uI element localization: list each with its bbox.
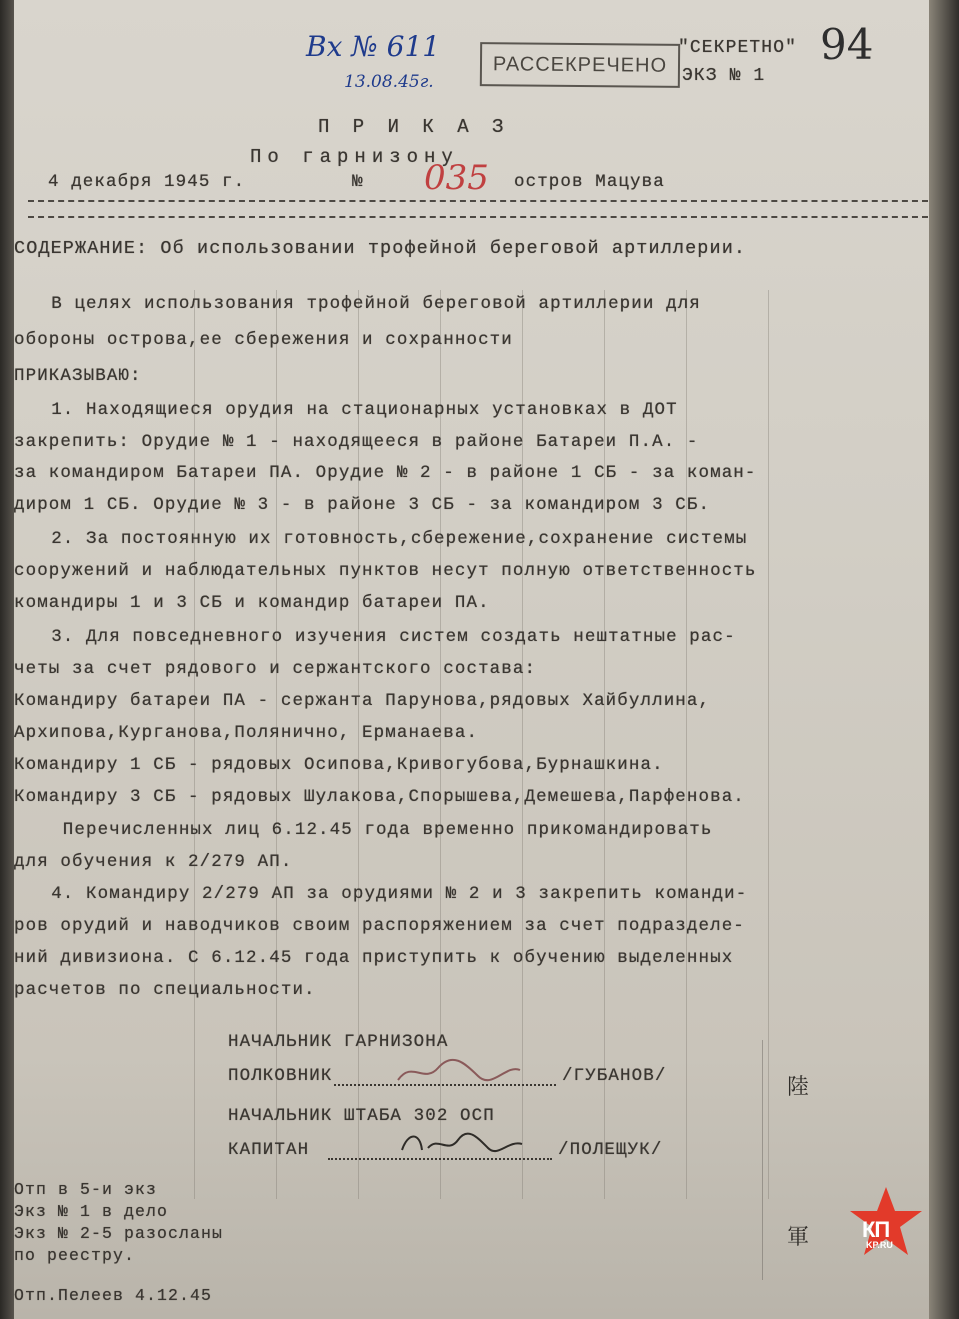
declassified-stamp: РАССЕКРЕЧЕНО bbox=[480, 42, 680, 88]
document-subtitle: По гарнизону bbox=[250, 146, 459, 168]
body-line: Перечисленных лиц 6.12.45 года временно прикомандировать bbox=[28, 820, 713, 840]
body-line: четы за счет рядового и сержантского состава: bbox=[14, 659, 537, 679]
body-line: 1. Находящиеся орудия на стационарных установках в ДОТ bbox=[28, 400, 678, 420]
kp-logo-site: KP.RU bbox=[866, 1240, 893, 1250]
paper-ruling bbox=[358, 290, 359, 1199]
margin-stamp-box bbox=[762, 1040, 835, 1280]
body-line: 2. За постоянную их готовность,сбережение,сохранение системы bbox=[28, 529, 748, 549]
body-line: Командиру батареи ПА - сержанта Парунова,рядовых Хайбуллина, bbox=[14, 691, 711, 711]
signature-name-2: /ПОЛЕЩУК/ bbox=[558, 1140, 663, 1160]
body-line: 3. Для повседневного изучения систем создать нештатные рас- bbox=[28, 627, 736, 647]
signature-scribble-1 bbox=[394, 1056, 524, 1086]
signature-rank-2: КАПИТАН bbox=[228, 1140, 310, 1160]
body-line: В целях использования трофейной береговой артиллерии для bbox=[28, 294, 701, 314]
body-line: для обучения к 2/279 АП. bbox=[14, 852, 293, 872]
paper-ruling bbox=[276, 290, 277, 1199]
right-shadow-strip bbox=[929, 0, 959, 1319]
body-line: 4. Командиру 2/279 АП за орудиями № 2 и 3 закрепить команди- bbox=[28, 884, 748, 904]
signature-name-1: /ГУБАНОВ/ bbox=[562, 1066, 667, 1086]
order-date: 4 декабря 1945 г. bbox=[48, 172, 246, 192]
body-line: сооружений и наблюдательных пунктов несут полную ответственность bbox=[14, 561, 757, 581]
body-line: Архипова,Курганова,Полянично, Ерманаева. bbox=[14, 723, 479, 743]
margin-stamp-char: 軍 bbox=[786, 1225, 809, 1250]
body-line: Командиру 3 СБ - рядовых Шулакова,Спорышева,Демешева,Парфенова. bbox=[14, 787, 745, 807]
footer-note: Отп.Пелеев 4.12.45 bbox=[14, 1286, 213, 1305]
body-line: Командиру 1 СБ - рядовых Осипова,Кривогубова,Бурнашкина. bbox=[14, 755, 664, 775]
kp-logo-text: КП bbox=[862, 1217, 890, 1242]
document-page bbox=[14, 0, 932, 1319]
signature-line-2 bbox=[328, 1158, 552, 1161]
paper-ruling bbox=[686, 290, 687, 1199]
margin-stamp-char: 陸 bbox=[786, 1075, 809, 1100]
copy-number: ЭКЗ № 1 bbox=[682, 66, 766, 86]
body-line: командиры 1 и 3 СБ и командир батареи ПА. bbox=[14, 593, 490, 613]
signature-title-1: НАЧАЛЬНИК ГАРНИЗОНА bbox=[228, 1032, 449, 1052]
body-line: ний дивизиона. С 6.12.45 года приступить к обучению выделенных bbox=[14, 948, 734, 968]
paper-ruling bbox=[604, 290, 605, 1199]
signature-rank-1: ПОЛКОВНИК bbox=[228, 1066, 333, 1086]
order-place: остров Мацува bbox=[514, 172, 665, 192]
subject-line: СОДЕРЖАНИЕ: Об использовании трофейной береговой артиллерии. bbox=[14, 238, 747, 259]
body-line: обороны острова,ее сбережения и сохранности bbox=[14, 330, 513, 350]
document-title: П Р И К А З bbox=[318, 116, 510, 138]
body-line: ПРИКАЗЫВАЮ: bbox=[14, 366, 142, 386]
incoming-number: Вх № 611 bbox=[306, 30, 441, 63]
signature-scribble-2 bbox=[398, 1128, 528, 1158]
separator-rule bbox=[28, 200, 928, 218]
distribution-line: по реестру. bbox=[14, 1246, 136, 1265]
body-line: за командиром Батареи ПА. Орудие № 2 - в районе 1 СБ - за коман- bbox=[14, 463, 757, 483]
distribution-line: Отп в 5-и экз bbox=[14, 1180, 158, 1199]
order-number: 035 bbox=[424, 158, 489, 198]
body-line: закрепить: Орудие № 1 - находящееся в районе Батареи П.А. - bbox=[14, 432, 699, 452]
distribution-line: Экз № 2-5 разосланы bbox=[14, 1224, 224, 1243]
body-line: диром 1 СБ. Орудие № 3 - в районе 3 СБ - за командиром 3 СБ. bbox=[14, 495, 711, 515]
secrecy-label: "СЕКРЕТНО" bbox=[678, 38, 798, 58]
body-line: расчетов по специальности. bbox=[14, 980, 316, 1000]
incoming-date: 13.08.45г. bbox=[344, 72, 434, 92]
paper-ruling bbox=[194, 290, 195, 1199]
sheet-number: 94 bbox=[820, 20, 874, 69]
signature-title-2: НАЧАЛЬНИК ШТАБА 302 ОСП bbox=[228, 1106, 495, 1126]
body-line: ров орудий и наводчиков своим распоряжением за счет подразделе- bbox=[14, 916, 745, 936]
order-number-label: № bbox=[352, 172, 364, 192]
distribution-line: Экз № 1 в дело bbox=[14, 1202, 169, 1221]
